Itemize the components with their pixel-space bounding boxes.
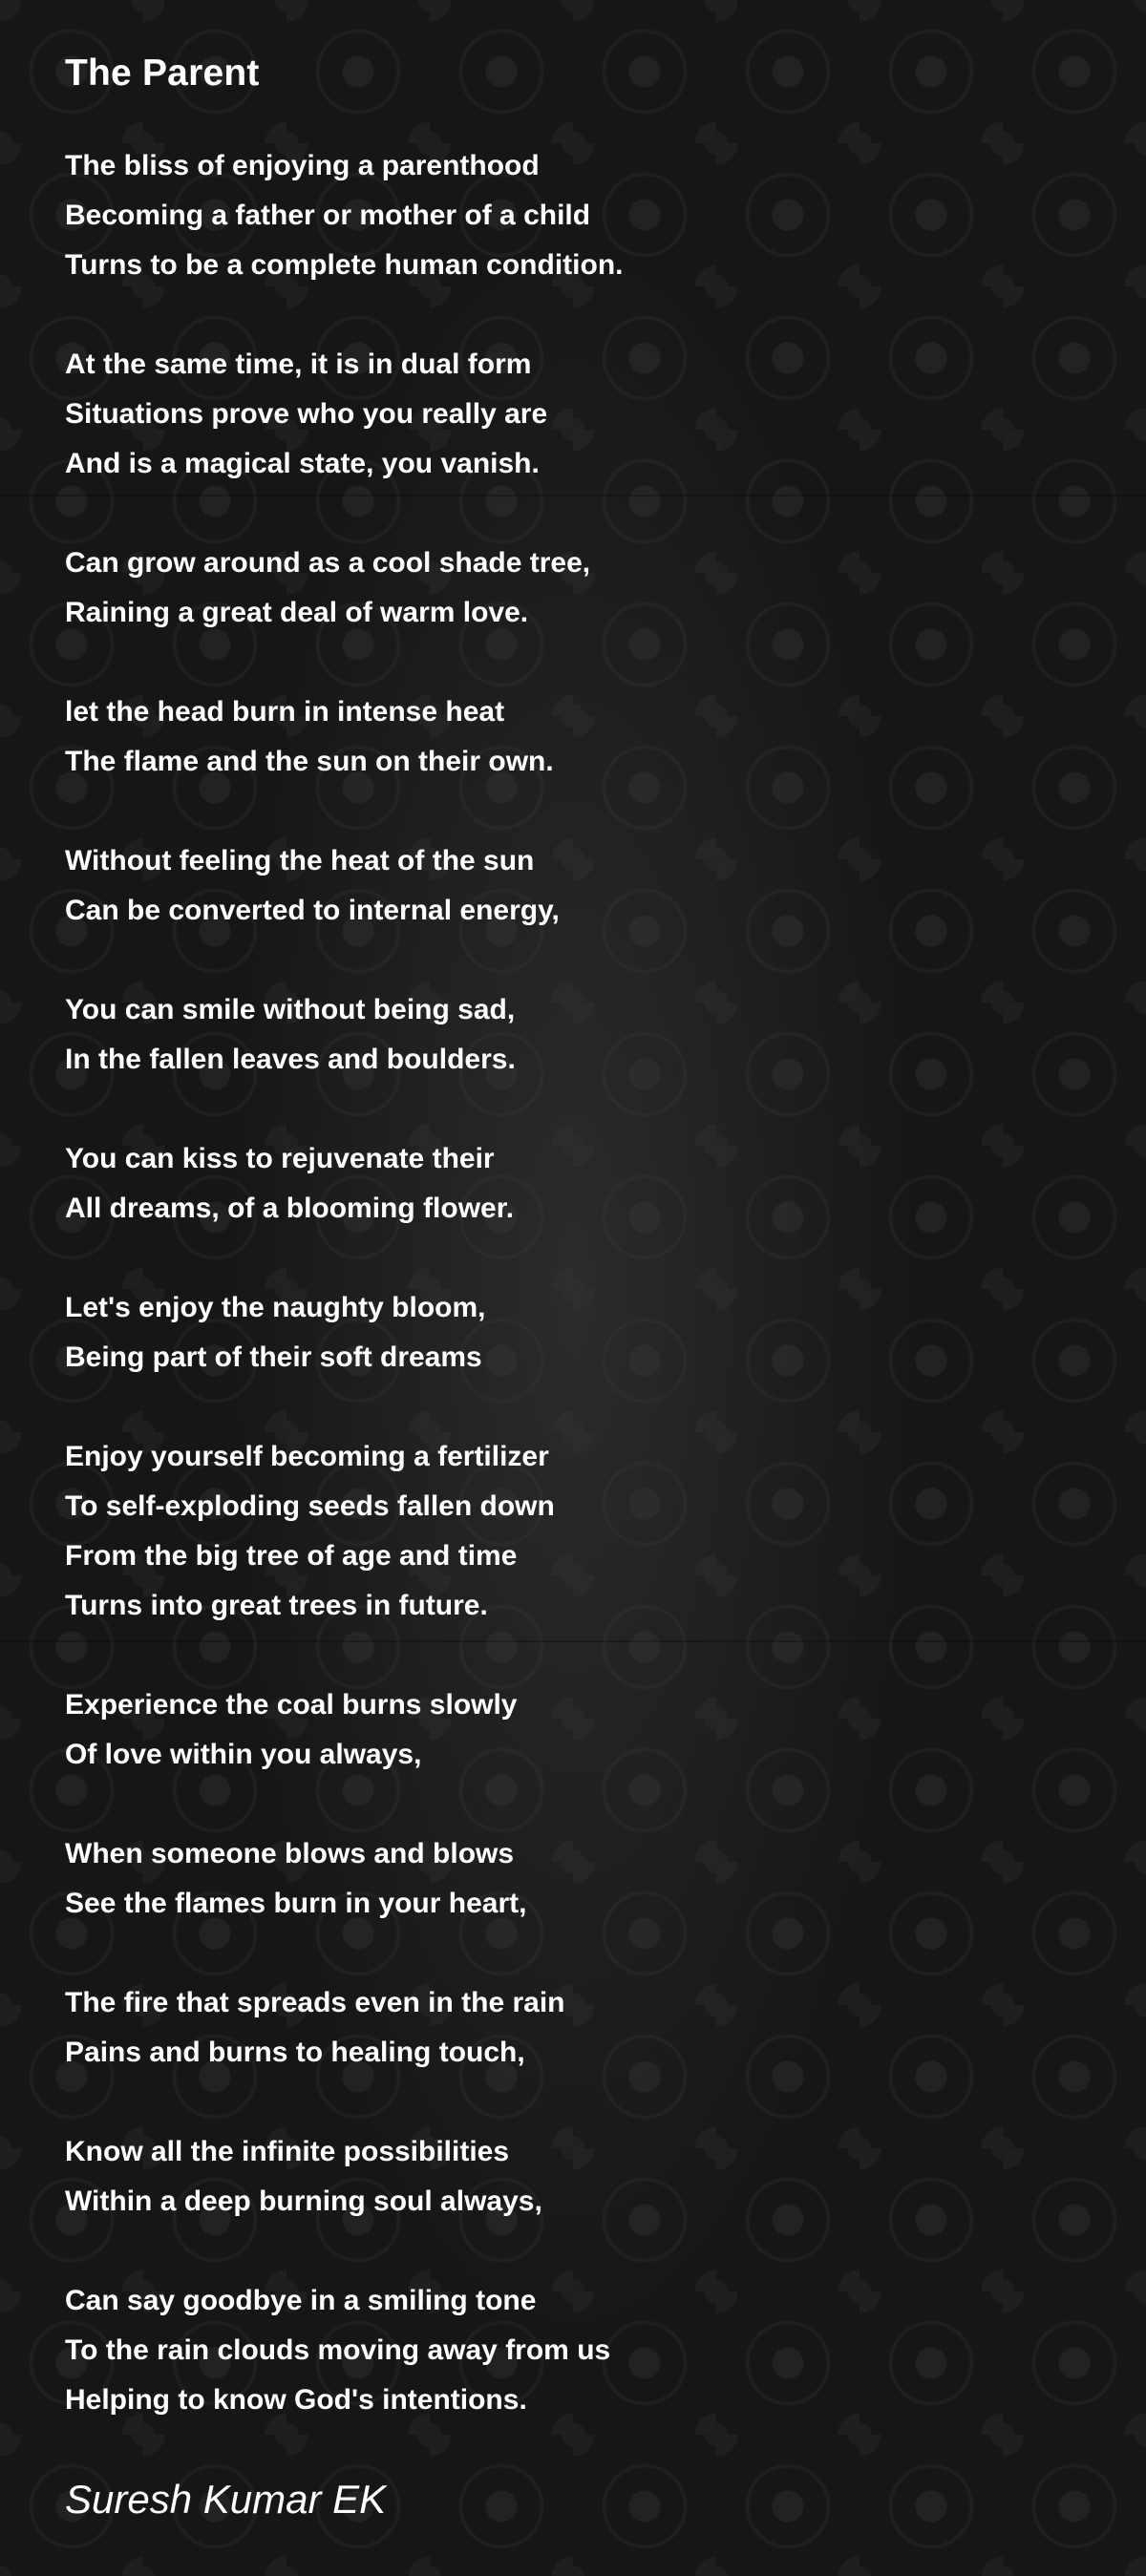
stanza	[65, 538, 1106, 638]
stanza	[65, 836, 1106, 936]
stanza	[65, 141, 1106, 290]
poem-line: You can kiss to rejuvenate their	[65, 1143, 495, 1174]
poem-line: And is a magical state, you vanish.	[65, 448, 540, 479]
poem-line: Situations prove who you really are	[65, 398, 548, 430]
poem-line: Let's enjoy the naughty bloom,	[65, 1292, 486, 1323]
stanza	[65, 1978, 1106, 2078]
poem-line: Raining a great deal of warm love.	[65, 597, 529, 628]
poem-line: See the flames burn in your heart,	[65, 1888, 527, 1919]
poem-line: You can smile without being sad,	[65, 994, 516, 1025]
stanza	[65, 1432, 1106, 1631]
stanza	[65, 985, 1106, 1085]
poem-title: The Parent	[65, 53, 260, 94]
poem-line: Turns into great trees in future.	[65, 1590, 488, 1621]
poem-line: Know all the infinite possibilities	[65, 2136, 510, 2167]
stanza	[65, 1829, 1106, 1929]
poem-line: Becoming a father or mother of a child	[65, 200, 591, 231]
stanza	[65, 687, 1106, 787]
poem-line: Turns to be a complete human condition.	[65, 249, 624, 281]
poem-line: To self-exploding seeds fallen down	[65, 1490, 555, 1522]
stanza	[65, 1283, 1106, 1383]
stanza	[65, 2276, 1106, 2425]
stanza	[65, 1680, 1106, 1780]
stanza	[65, 1134, 1106, 1234]
poem-line: Experience the coal burns slowly	[65, 1689, 518, 1721]
poem-line: The fire that spreads even in the rain	[65, 1987, 565, 2018]
poem-line: At the same time, it is in dual form	[65, 348, 532, 380]
poem-line: All dreams, of a blooming flower.	[65, 1193, 515, 1224]
poem-line: To the rain clouds moving away from us	[65, 2334, 611, 2366]
poem-line: Can say goodbye in a smiling tone	[65, 2285, 537, 2316]
poem-line: In the fallen leaves and boulders.	[65, 1044, 516, 1075]
stanza	[65, 2127, 1106, 2227]
poem-line: The flame and the sun on their own.	[65, 746, 554, 777]
poem-line: Can grow around as a cool shade tree,	[65, 547, 591, 579]
poem-line: Of love within you always,	[65, 1739, 422, 1770]
poem-line: Being part of their soft dreams	[65, 1341, 482, 1373]
poem-line: Within a deep burning soul always,	[65, 2185, 542, 2217]
poem-author: Suresh Kumar EK	[65, 2477, 387, 2522]
poem-page	[65, 46, 1106, 2528]
poem-line: Can be converted to internal energy,	[65, 895, 560, 926]
poem-line: Enjoy yourself becoming a fertilizer	[65, 1441, 549, 1472]
poem-body	[65, 141, 1106, 2425]
poem-line: Helping to know God's intentions.	[65, 2384, 527, 2416]
poem-line: Pains and burns to healing touch,	[65, 2037, 525, 2068]
poem-line: let the head burn in intense heat	[65, 696, 505, 728]
poem-line: From the big tree of age and time	[65, 1540, 518, 1572]
stanza	[65, 340, 1106, 489]
poem-line: When someone blows and blows	[65, 1838, 515, 1869]
poem-line: The bliss of enjoying a parenthood	[65, 150, 540, 181]
poem-line: Without feeling the heat of the sun	[65, 845, 535, 876]
